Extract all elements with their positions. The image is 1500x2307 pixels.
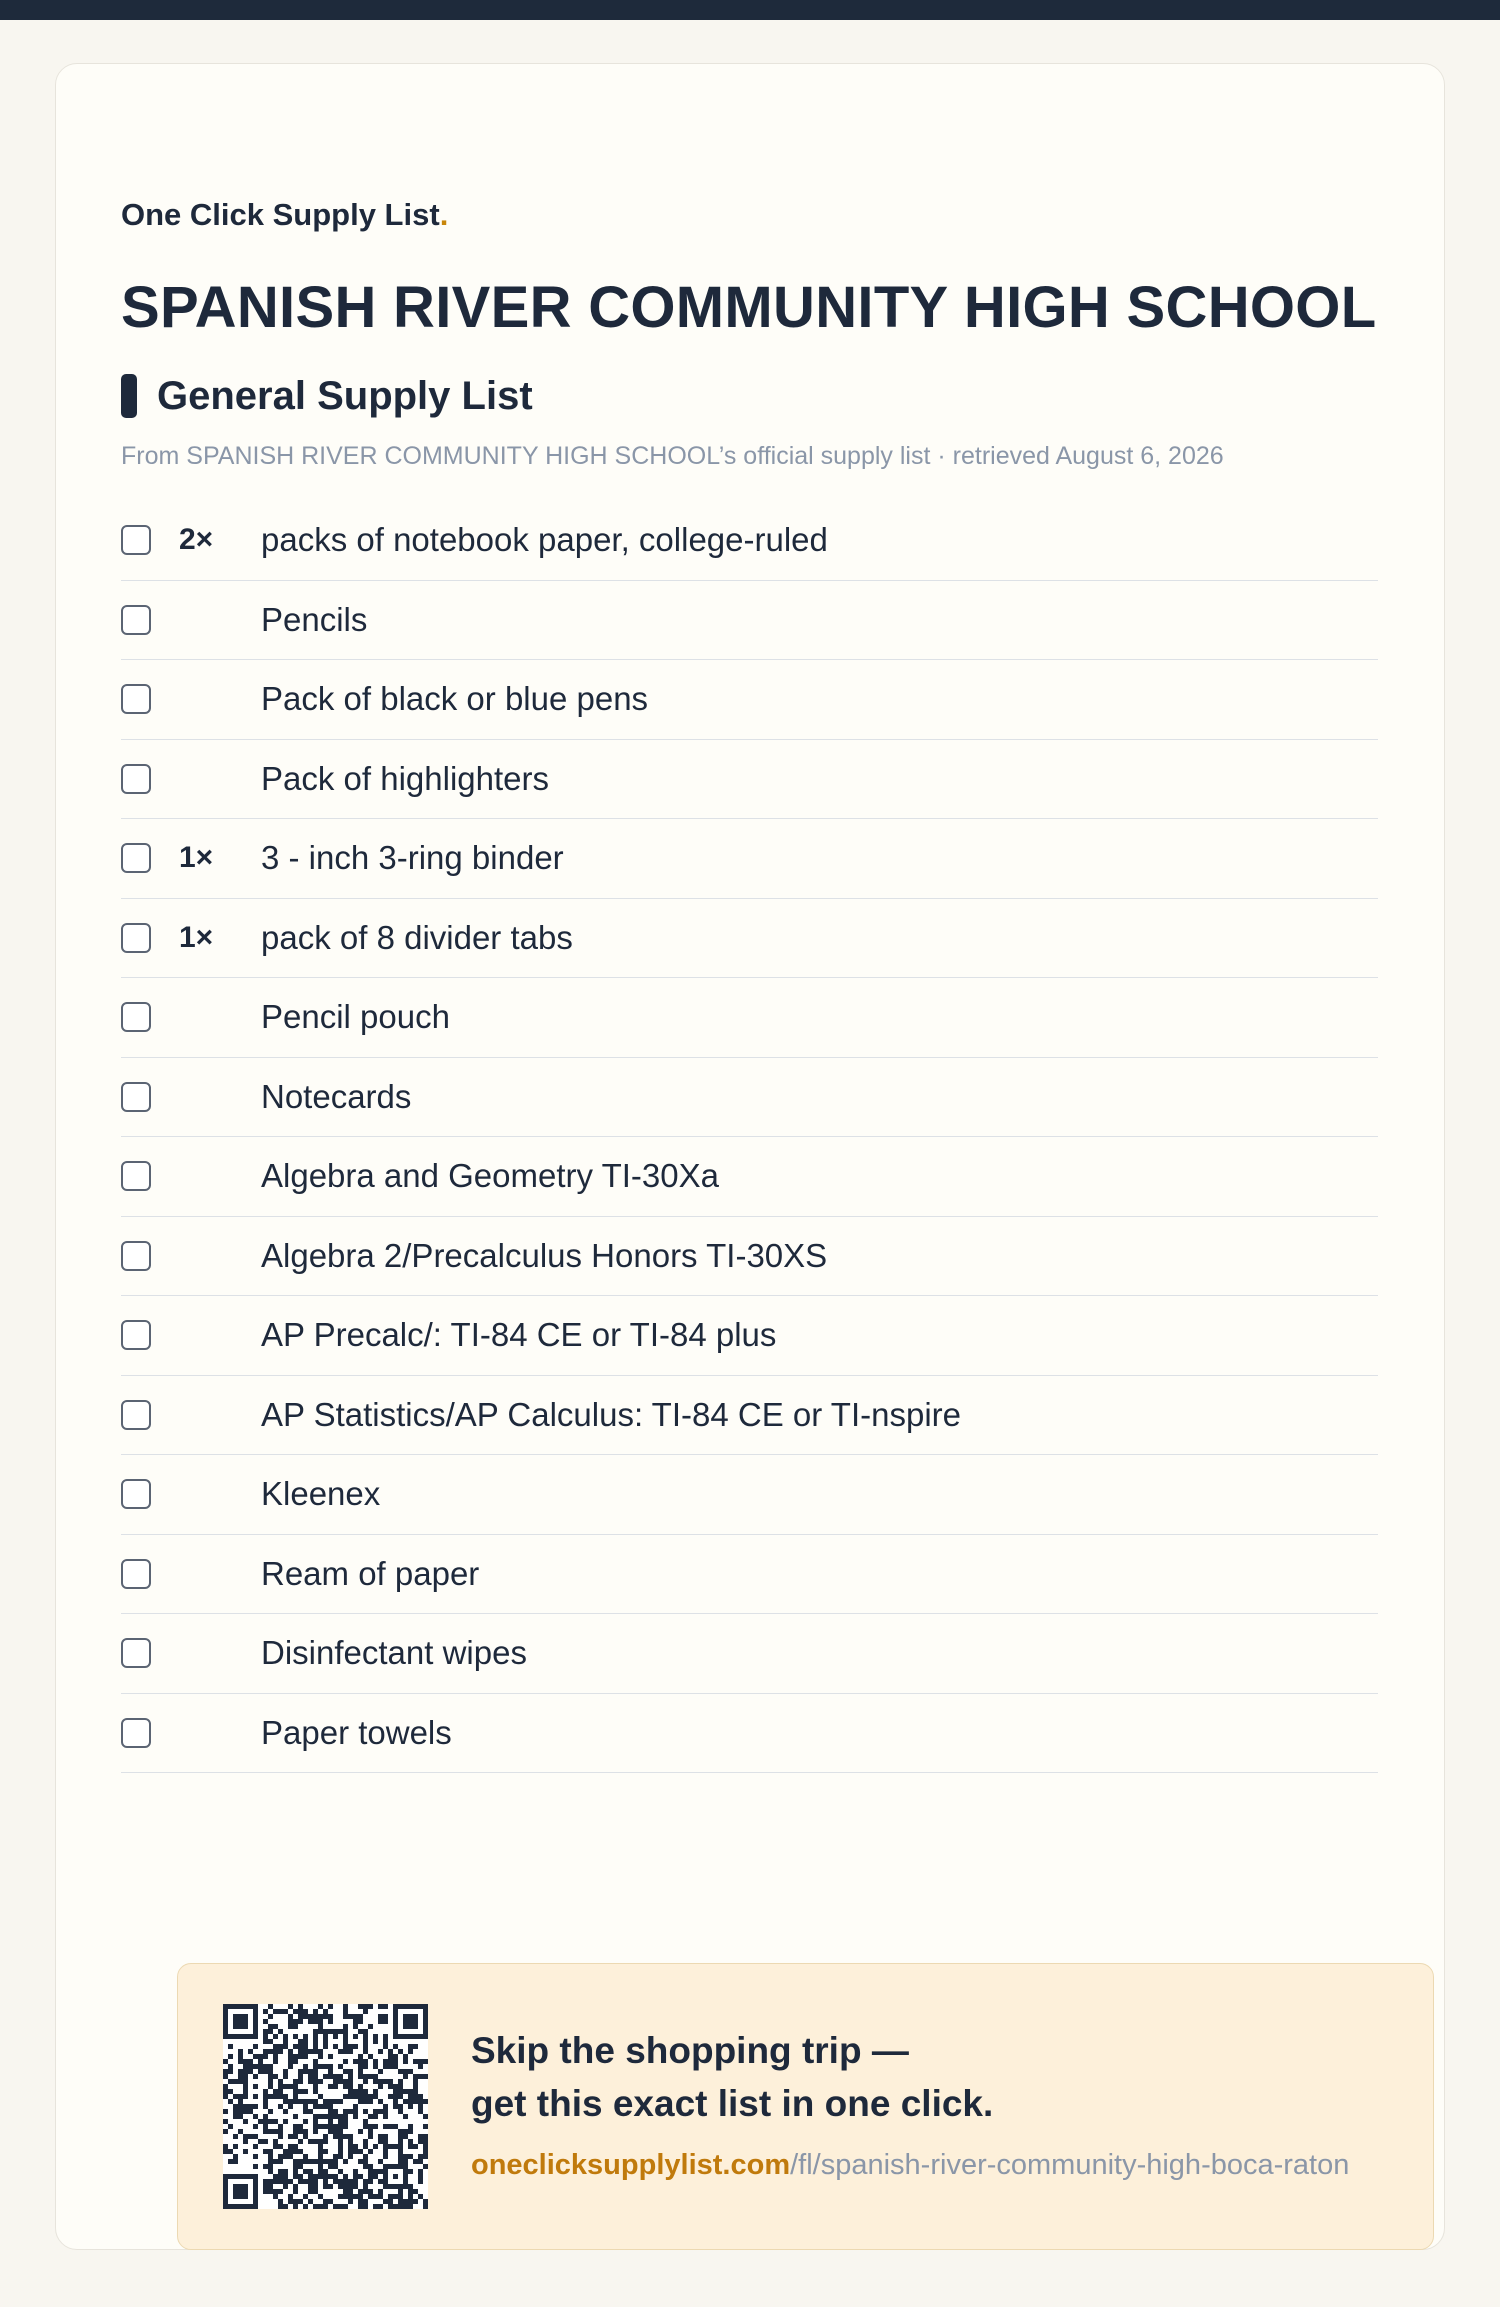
list-item (121, 1137, 1378, 1217)
item-label: Disinfectant wipes (261, 1634, 527, 1672)
item-label: Paper towels (261, 1713, 452, 1751)
item-label: AP Precalc/: TI-84 CE or TI-84 plus (261, 1316, 777, 1354)
list-item (121, 978, 1378, 1058)
list-item (121, 1455, 1378, 1535)
item-checkbox[interactable] (121, 1161, 151, 1191)
list-item (121, 819, 1378, 899)
list-item (121, 660, 1378, 740)
item-label: Algebra 2/Precalculus Honors TI-30XS (261, 1236, 828, 1274)
school-title: SPANISH RIVER COMMUNITY HIGH SCHOOL (121, 275, 1377, 340)
item-label: packs of notebook paper, college-ruled (261, 521, 828, 559)
list-item (121, 501, 1378, 581)
item-checkbox[interactable] (121, 1241, 151, 1271)
item-label: Pack of black or blue pens (261, 680, 649, 718)
item-checkbox[interactable] (121, 764, 151, 794)
item-checkbox[interactable] (121, 843, 151, 873)
item-label: AP Statistics/AP Calculus: TI-84 CE or TI-nspire (261, 1395, 961, 1433)
item-label: Kleenex (261, 1475, 381, 1513)
list-item (121, 1217, 1378, 1297)
promo-headline-line-1: Skip the shopping trip — (471, 2030, 909, 2071)
promo-url-path: /fl/spanish-river-community-high-boca-raton (790, 2149, 1350, 2181)
supply-list-card (55, 63, 1445, 2250)
qr-code-icon[interactable] (223, 2004, 428, 2209)
item-checkbox[interactable] (121, 1400, 151, 1430)
brand-dot: . (439, 197, 449, 232)
item-checkbox[interactable] (121, 1320, 151, 1350)
item-checkbox[interactable] (121, 605, 151, 635)
list-item (121, 1296, 1378, 1376)
item-checkbox[interactable] (121, 923, 151, 953)
list-item (121, 899, 1378, 979)
item-quantity: 1× (179, 841, 214, 875)
top-bar (0, 0, 1500, 20)
item-label: Notecards (261, 1077, 412, 1115)
item-checkbox[interactable] (121, 1002, 151, 1032)
source-note: From SPANISH RIVER COMMUNITY HIGH SCHOOL’s official supply list · retrieved August 6, 2026 (121, 442, 1224, 470)
brand-name: One Click Supply List (121, 197, 440, 232)
item-label: Pack of highlighters (261, 759, 549, 797)
item-checkbox[interactable] (121, 1479, 151, 1509)
list-heading (121, 372, 533, 420)
promo-box[interactable] (177, 1963, 1434, 2250)
promo-link[interactable] (471, 2149, 1349, 2182)
promo-headline-line-2: get this exact list in one click. (471, 2083, 994, 2124)
item-checkbox[interactable] (121, 684, 151, 714)
list-item (121, 1694, 1378, 1774)
item-quantity: 2× (179, 523, 214, 557)
supply-items-list (121, 501, 1378, 1773)
item-label: 3 - inch 3-ring binder (261, 839, 564, 877)
item-label: Pencils (261, 600, 368, 638)
promo-url-domain: oneclicksupplylist.com (471, 2149, 791, 2181)
item-checkbox[interactable] (121, 1638, 151, 1668)
item-label: pack of 8 divider tabs (261, 918, 573, 956)
list-item (121, 1376, 1378, 1456)
list-item (121, 1058, 1378, 1138)
item-label: Ream of paper (261, 1554, 480, 1592)
list-item (121, 1614, 1378, 1694)
list-item (121, 581, 1378, 661)
promo-headline (471, 2024, 993, 2130)
item-quantity: 1× (179, 920, 214, 954)
list-item (121, 1535, 1378, 1615)
list-title: General Supply List (157, 373, 533, 418)
brand-logo[interactable] (121, 197, 448, 233)
list-item (121, 740, 1378, 820)
item-checkbox[interactable] (121, 525, 151, 555)
item-checkbox[interactable] (121, 1559, 151, 1589)
item-label: Algebra and Geometry TI-30Xa (261, 1157, 719, 1195)
heading-accent-bar (121, 374, 137, 418)
item-checkbox[interactable] (121, 1082, 151, 1112)
item-checkbox[interactable] (121, 1718, 151, 1748)
item-label: Pencil pouch (261, 998, 450, 1036)
